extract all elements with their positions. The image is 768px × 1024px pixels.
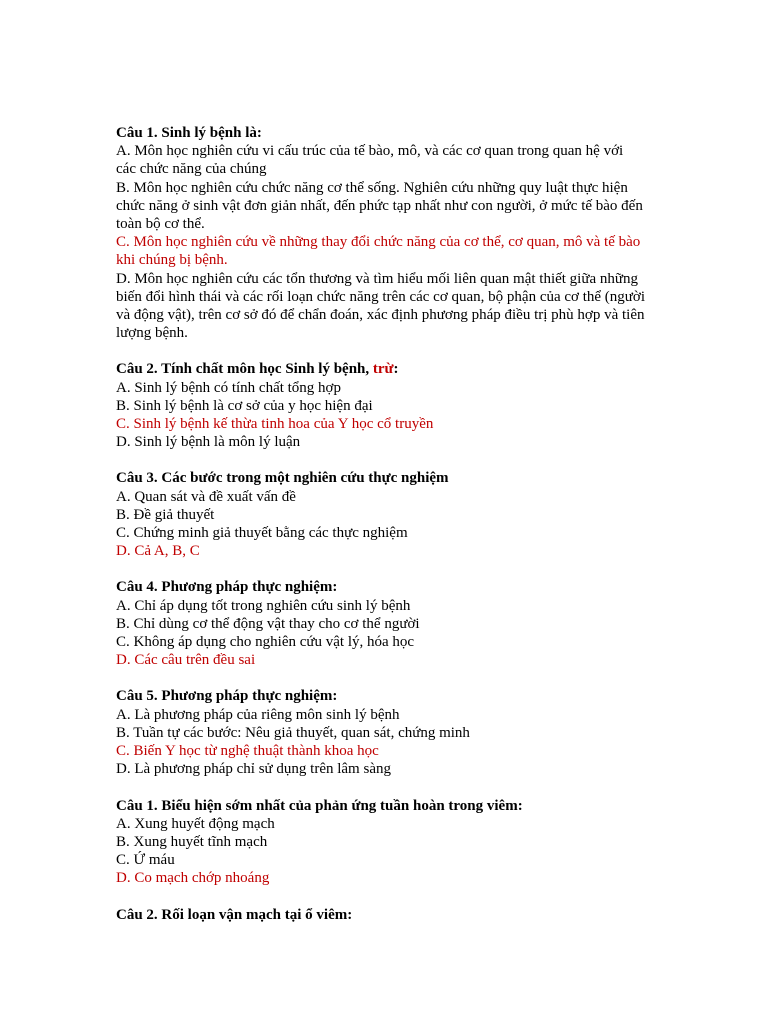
answer-option: A. Sinh lý bệnh có tính chất tổng hợp — [116, 379, 341, 396]
question-title — [116, 797, 646, 815]
answer-option-correct: D. Các câu trên đều sai — [116, 652, 256, 669]
answer-option: B. Sinh lý bệnh là cơ sở của y học hiện đại — [116, 397, 373, 414]
answer-option-correct: D. Co mạch chớp nhoáng — [116, 870, 270, 887]
question-title — [116, 360, 646, 378]
answer-option: C. Ứ máu — [116, 852, 175, 869]
answer-option: A. Là phương pháp của riêng môn sinh lý bệnh — [116, 706, 400, 723]
question-title — [116, 687, 646, 705]
question-title-text: Câu 3. Các bước trong một nghiên cứu thực nghiệm — [116, 470, 449, 487]
question-block — [116, 469, 646, 560]
question-title — [116, 124, 646, 142]
answer-option: C. Chứng minh giả thuyết bằng các thực nghiệm — [116, 525, 408, 542]
answer-option-correct: C. Sinh lý bệnh kế thừa tinh hoa của Y học cổ truyền — [116, 416, 434, 433]
question-title-text: Câu 2. Tính chất môn học Sinh lý bệnh, — [116, 361, 373, 378]
document-page — [116, 124, 646, 942]
question-block — [116, 578, 646, 669]
answer-option: D. Môn học nghiên cứu các tổn thương và tìm hiểu mối liên quan mật thiết giữa những biến đổi hình thái và các rối loạn chức năng trên các cơ quan, bộ phận của cơ thể (người và động vật), trên cơ sở đó để chẩn đoán, xác định phương pháp điều trị phù hợp và tiên lượng bệnh. — [116, 270, 646, 342]
question-title-text: Câu 1. Sinh lý bệnh là: — [116, 125, 262, 141]
question-title-highlight: trừ — [372, 361, 394, 378]
answer-option: D. Sinh lý bệnh là môn lý luận — [116, 434, 301, 451]
question-block — [116, 797, 646, 888]
question-title-text: Câu 5. Phương pháp thực nghiệm: — [116, 688, 338, 705]
answer-option: B. Môn học nghiên cứu chức năng cơ thể sống. Nghiên cứu những quy luật thực hiện chức năng ở sinh vật đơn giản nhất, đến phức tạp nhất như con người, ở mức tế bào đến toàn bộ cơ thể. — [116, 179, 643, 233]
answer-option: B. Xung huyết tĩnh mạch — [116, 833, 268, 850]
question-block — [116, 906, 646, 924]
answer-option-correct: C. Môn học nghiên cứu về những thay đổi chức năng của cơ thể, cơ quan, mô và tế bào khi chúng bị bệnh. — [116, 234, 641, 269]
answer-option: B. Tuần tự các bước: Nêu giả thuyết, quan sát, chứng minh — [116, 724, 470, 741]
question-title-suffix: : — [393, 361, 399, 378]
question-title — [116, 578, 646, 596]
answer-option: B. Đề giả thuyết — [116, 506, 215, 523]
question-title — [116, 906, 646, 924]
answer-option: B. Chỉ dùng cơ thể động vật thay cho cơ thể người — [116, 615, 420, 632]
question-block — [116, 360, 646, 451]
answer-option: A. Môn học nghiên cứu vi cấu trúc của tế bào, mô, và các cơ quan trong quan hệ với các chức năng của chúng — [116, 143, 624, 178]
question-block — [116, 687, 646, 778]
question-title-text: Câu 4. Phương pháp thực nghiệm: — [116, 579, 338, 596]
answer-option: A. Xung huyết động mạch — [116, 815, 275, 832]
answer-option: C. Không áp dụng cho nghiên cứu vật lý, hóa học — [116, 634, 415, 651]
question-title-text: Câu 2. Rối loạn vận mạch tại ổ viêm: — [116, 906, 353, 923]
answer-option-correct: C. Biến Y học từ nghệ thuật thành khoa học — [116, 743, 379, 760]
answer-option: A. Chỉ áp dụng tốt trong nghiên cứu sinh lý bệnh — [116, 597, 411, 614]
question-title — [116, 469, 646, 487]
answer-option: A. Quan sát và đề xuất vấn đề — [116, 488, 296, 505]
question-title-text: Câu 1. Biểu hiện sớm nhất của phản ứng tuần hoàn trong viêm: — [116, 797, 523, 814]
question-block — [116, 124, 646, 342]
answer-option: D. Là phương pháp chỉ sử dụng trên lâm sàng — [116, 761, 391, 778]
answer-option-correct: D. Cả A, B, C — [116, 543, 200, 560]
